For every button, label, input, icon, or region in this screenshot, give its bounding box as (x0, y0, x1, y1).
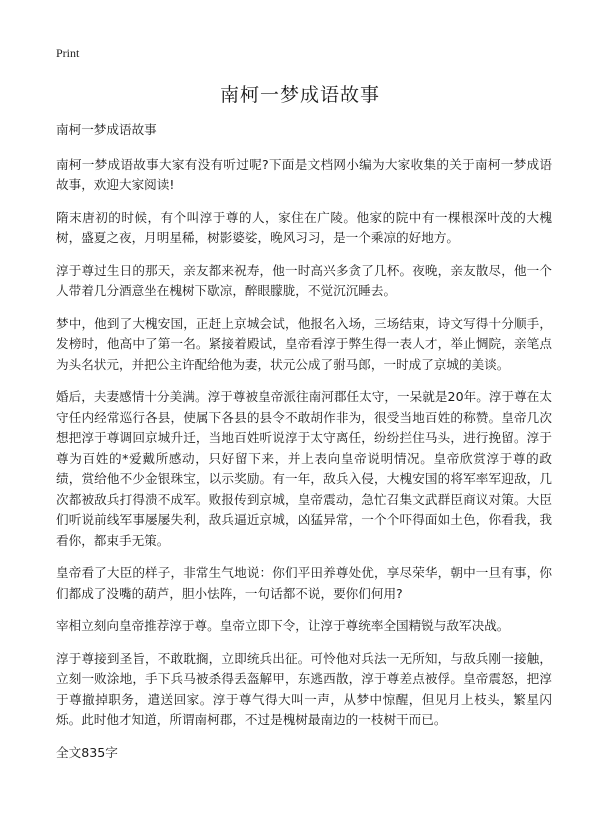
article-body (56, 120, 552, 775)
paragraph: 淳于尊过生日的那天，亲友都来祝寿，他一时高兴多贪了几杯。夜晚，亲友散尽，他一个人带着几分酒意坐在槐树下歇凉，醉眼朦胧，不觉沉沉睡去。 (56, 262, 552, 298)
paragraph: 宰相立刻向皇帝推荐淳于尊。皇帝立即下令，让淳于尊统率全国精锐与敌军决战。 (56, 618, 510, 633)
print-link[interactable]: Print (56, 46, 80, 60)
paragraph-intro: 南柯一梦成语故事大家有没有听过呢?下面是文档网小编为大家收集的关于南柯一梦成语故事，欢迎大家阅读! (56, 156, 552, 192)
paragraph: 梦中，他到了大槐安国，正赶上京城会试，他报名入场，三场结束，诗文写得十分顺手，发榜时，他高中了第一名。紧接着殿试，皇帝看淳于弊生得一表人才，举止惆院，亲笔点为头名状元，并把公主许配给他为妻，状元公成了驸马郎，一时成了京城的美谈。 (56, 315, 552, 372)
paragraph: 婚后，夫妻感情十分美满。淳于尊被皇帝派往南河郡任太守，一呆就是20年。淳于尊在太守任内经常巡行各县，使属下各县的县令不敢胡作非为，很受当地百姓的称赞。皇帝几次想把淳于尊调回京城升迁，当地百姓听说淳于太守离任，纷纷拦住马头，进行挽留。淳于尊为百姓的*爱戴所感动，只好留下来，并上表向皇帝说明情况。皇帝欣赏淳于尊的政绩，赏给他不少金银珠宝，以示奖励。有一年，敌兵入侵，大槐安国的将军率军迎敌，几次都被敌兵打得溃不成军。败报传到京城，皇帝震动，急忙召集文武群臣商议对策。大臣们听说前线军事屡屡失利，敌兵逼近京城，凶猛异常，一个个吓得面如土色，你看我，我看你，都束手无策。 (56, 389, 552, 548)
page-title: 南柯一梦成语故事 (219, 84, 380, 106)
paragraph: 淳于尊接到圣旨，不敢耽搁，立即统兵出征。可怜他对兵法一无所知，与敌兵刚一接触，立刻一败涂地，手下兵马被杀得丢盔解甲，东逃西散，淳于尊差点被俘。皇帝震怒，把淳于尊撤掉职务，遣送回家。淳于尊气得大叫一声，从梦中惊醒，但见月上枝头，繁星闪烁。此时他才知道，所谓南柯郡，不过是槐树最南边的一枝树干而已。 (56, 650, 552, 727)
article-subtitle: 南柯一梦成语故事 (56, 122, 157, 137)
paragraph: 隋末唐初的时候，有个叫淳于尊的人，家住在广陵。他家的院中有一棵根深叶茂的大槐树，盛夏之夜，月明星稀，树影婆娑，晚风习习，是一个乘凉的好地方。 (56, 209, 552, 245)
paragraph: 皇帝看了大臣的样子，非常生气地说：你们平田养尊处优，享尽荣华，朝中一旦有事，你们都成了没嘴的葫芦，胆小怯阵，一句话都不说，要你们何用? (56, 565, 552, 601)
word-count: 全文835字 (56, 744, 118, 760)
